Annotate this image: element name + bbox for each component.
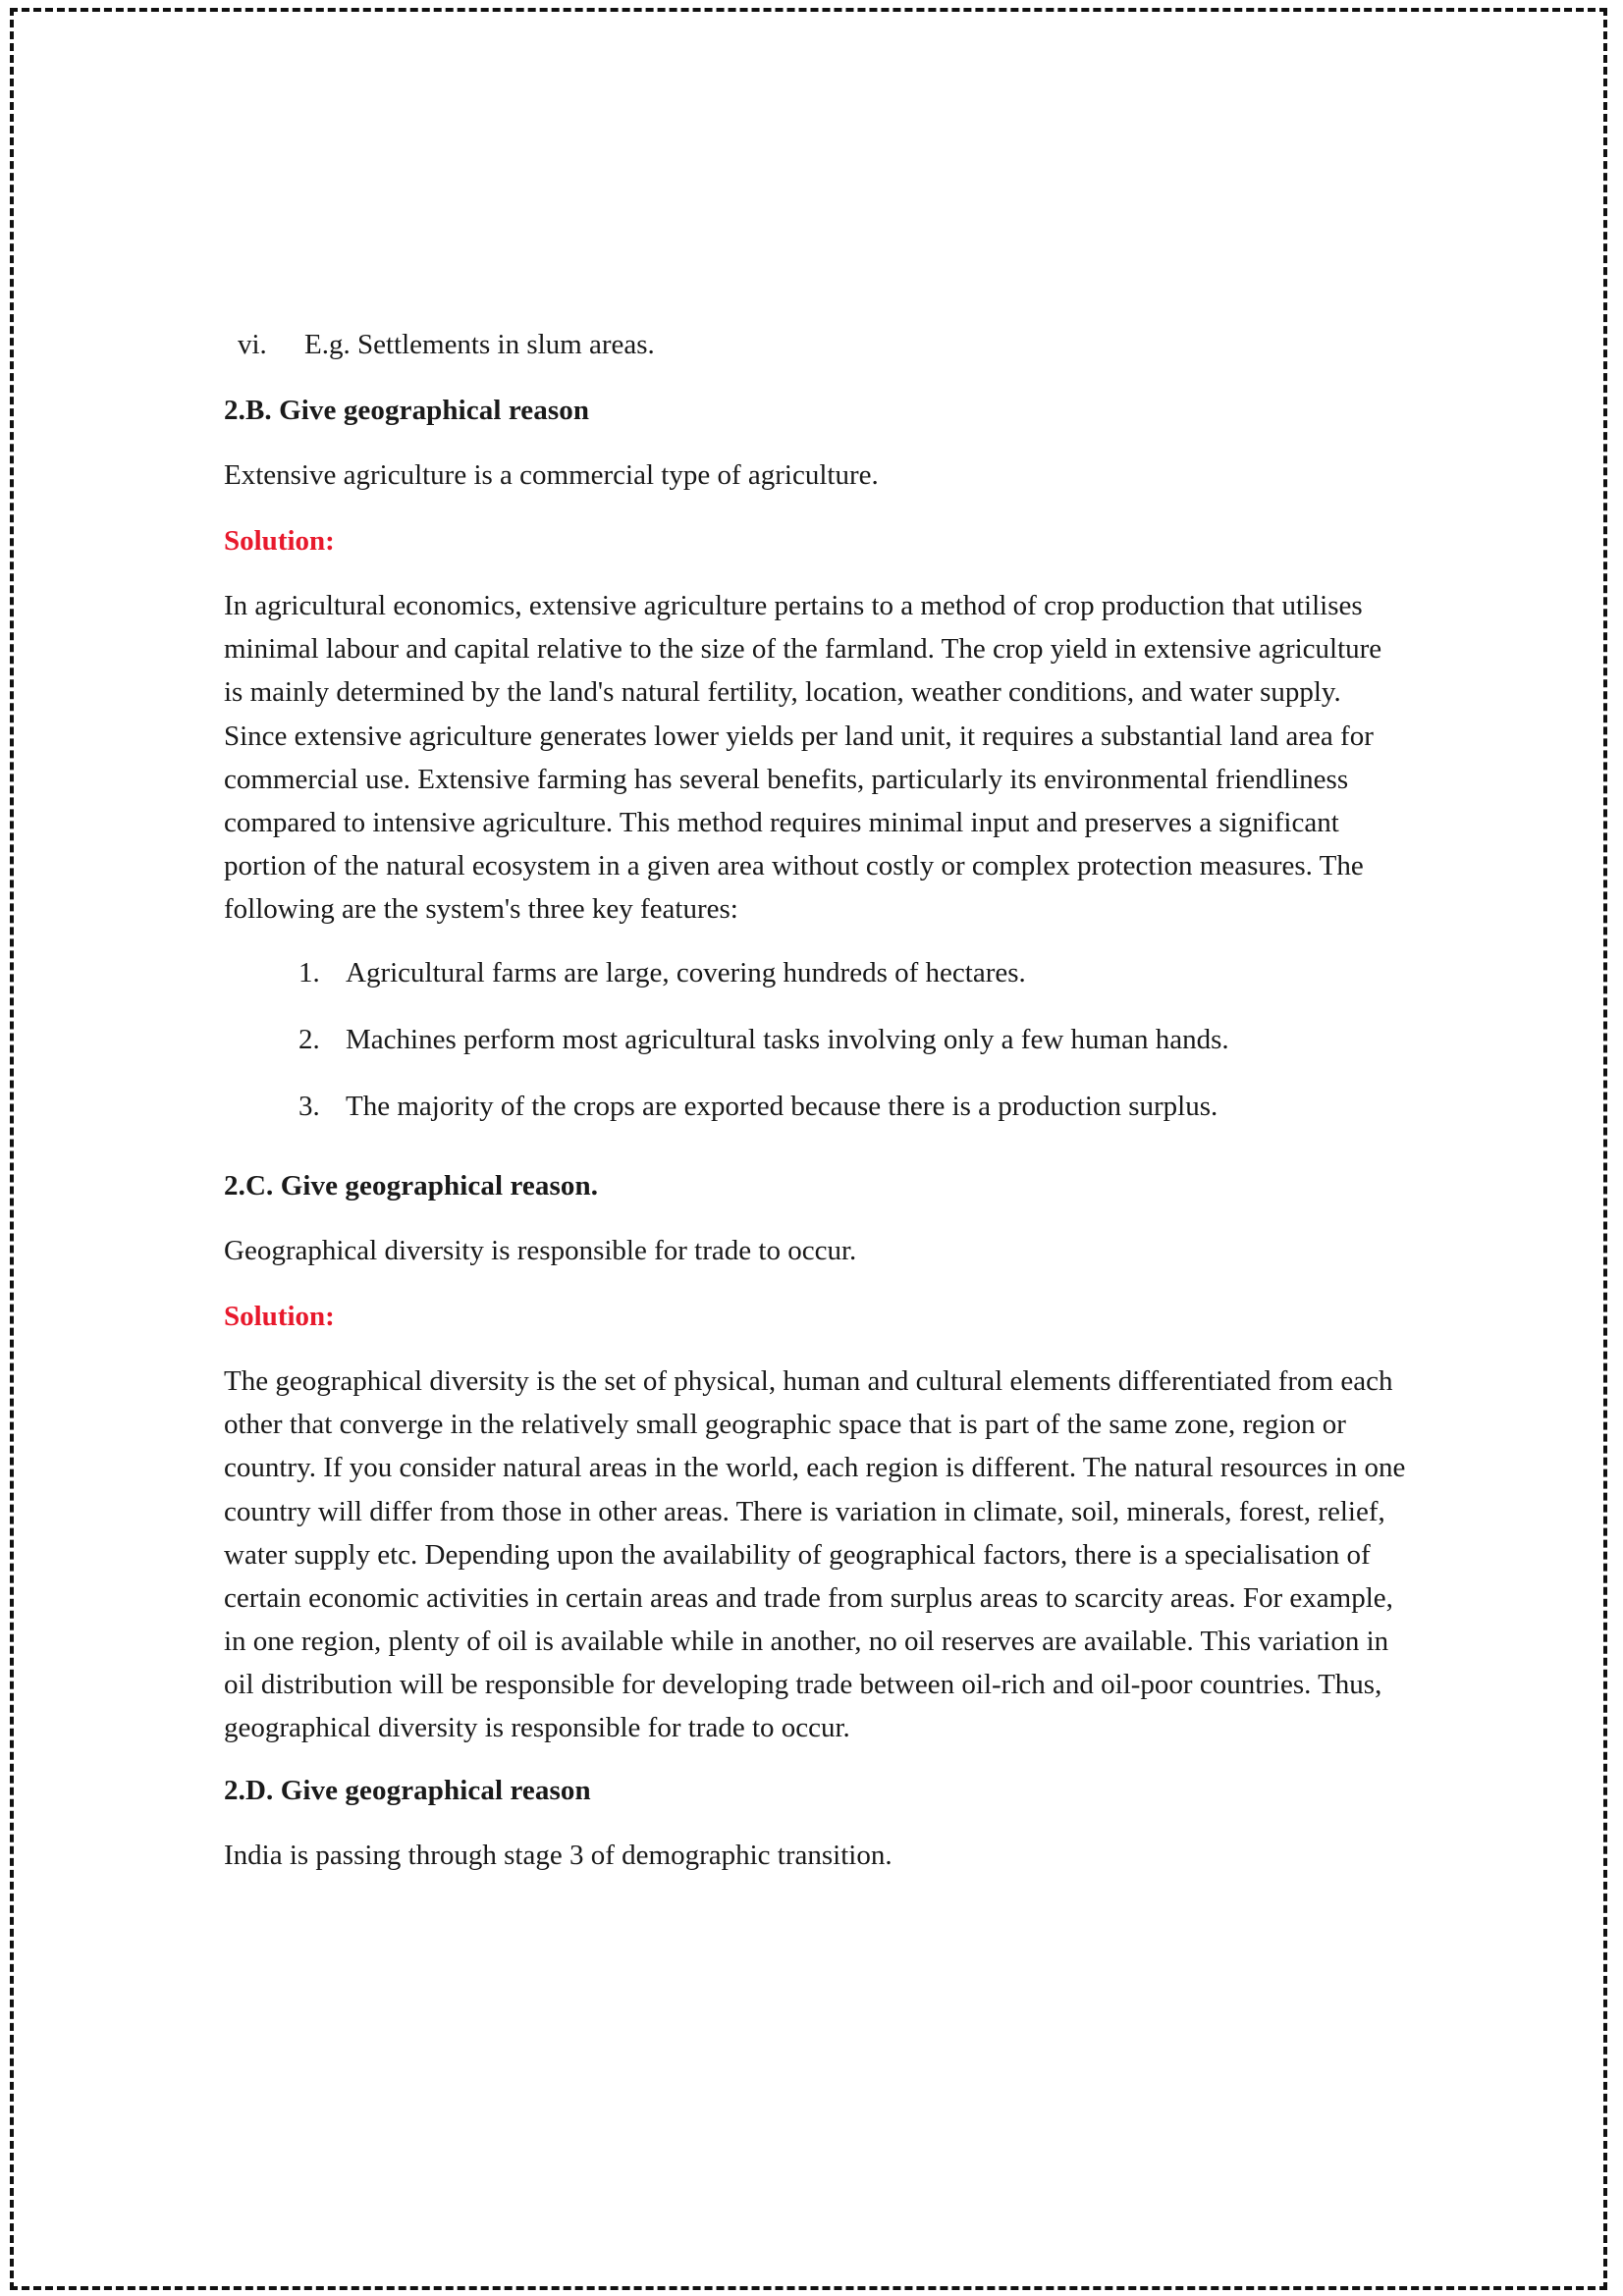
roman-item-text: E.g. Settlements in slum areas. (304, 329, 655, 360)
question-text-2d: India is passing through stage 3 of demographic transition. (224, 1839, 893, 1871)
document-content (224, 324, 1407, 1901)
list-item-roman (224, 324, 1407, 365)
roman-marker: vi. (238, 329, 267, 360)
question-text-2c: Geographical diversity is responsible for trade to occur. (224, 1234, 857, 1266)
spacer (224, 1148, 1407, 1166)
solution-label-2c: Solution: (224, 1300, 335, 1332)
feature-list-2b (224, 952, 1407, 1127)
section-heading-2c: 2.C. Give geographical reason. (224, 1170, 599, 1202)
solution-label-2b: Solution: (224, 524, 335, 557)
solution-paragraph-2c: The geographical diversity is the set of physical, human and cultural elements differentiated from each other that converge in the relatively small geographic space that is part of the same zone, region or country. If you consider natural areas in the world, each region is different. The natural resources in one country will differ from those in other areas. There is variation in climate, soil, minerals, forest, relief, water supply etc. Depending upon the availability of geographical factors, there is a specialisation of certain economic activities in certain areas and trade from surplus areas to scarcity areas. For example, in one region, plenty of oil is available while in another, no oil reserves are available. This variation in oil distribution will be responsible for developing trade between oil-rich and oil-poor countries. Thus, geographical diversity is responsible for trade to occur. (224, 1365, 1406, 1743)
section-heading-2d: 2.D. Give geographical reason (224, 1774, 591, 1806)
list-item: The majority of the crops are exported because there is a production surplus. (346, 1091, 1218, 1122)
solution-paragraph-2b: In agricultural economics, extensive agriculture pertains to a method of crop production that utilises minimal labour and capital relative to the size of the farmland. The crop yield in extensive agriculture is mainly determined by the land's natural fertility, location, weather conditions, and water supply. Since extensive agriculture generates lower yields per land unit, it requires a substantial land area for commercial use. Extensive farming has several benefits, particularly its environmental friendliness compared to intensive agriculture. This method requires minimal input and preserves a significant portion of the natural ecosystem in a given area without costly or complex protection measures. The following are the system's three key features: (224, 590, 1382, 925)
question-text-2b: Extensive agriculture is a commercial type of agriculture. (224, 458, 879, 491)
section-heading-2b: 2.B. Give geographical reason (224, 395, 590, 427)
list-item: Agricultural farms are large, covering hundreds of hectares. (346, 956, 1026, 988)
list-item: Machines perform most agricultural tasks involving only a few human hands. (346, 1023, 1229, 1055)
